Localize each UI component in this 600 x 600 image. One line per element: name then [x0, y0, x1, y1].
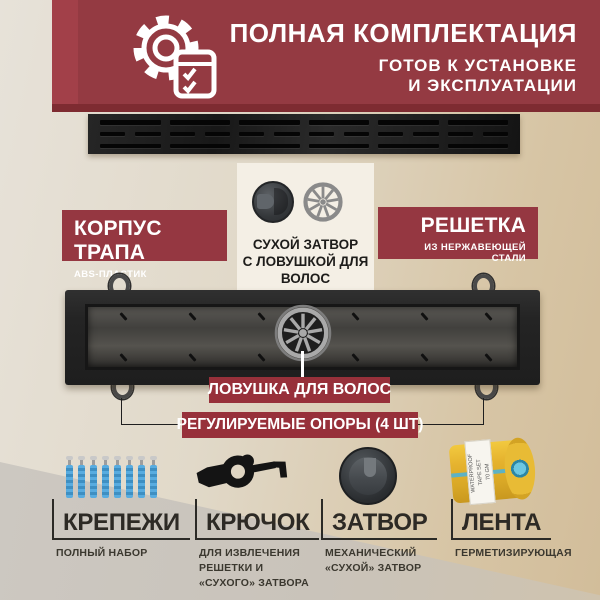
header-banner [52, 0, 600, 104]
item-hook-title: КРЮЧОК [206, 509, 310, 536]
item-tape [451, 499, 551, 540]
hook-icon [194, 447, 292, 500]
item-fasteners-title: КРЕПЕЖИ [63, 509, 180, 536]
page-subtitle-line1: ГОТОВ К УСТАНОВКЕ [378, 56, 577, 75]
gear-checklist-icon [104, 8, 244, 100]
body-callout-subtitle: ABS-ПЛАСТИК [74, 269, 147, 280]
dry-trap-caption: СУХОЙ ЗАТВОР С ЛОВУШКОЙ ДЛЯ ВОЛОС [242, 237, 369, 286]
supports-label: РЕГУЛИРУЕМЫЕ ОПОРЫ (4 ШТ) [182, 412, 418, 438]
banner-accent-stripe [52, 0, 78, 104]
page-title: ПОЛНАЯ КОМПЛЕКТАЦИЯ [229, 18, 577, 48]
body-callout-title: КОРПУС ТРАПА [74, 217, 162, 264]
grate-callout-title: РЕШЕТКА [420, 214, 526, 237]
item-fasteners-subtitle: ПОЛНЫЙ НАБОР [56, 547, 148, 559]
item-hook [195, 499, 319, 540]
tape-icon [448, 435, 537, 506]
fasteners-icon [66, 456, 157, 498]
banner-underline [52, 104, 600, 112]
page-subtitle-line2: И ЭКСПЛУАТАЦИИ [408, 76, 577, 95]
item-tape-title: ЛЕНТА [462, 509, 542, 536]
item-tape-subtitle: ГЕРМЕТИЗИРУЮЩАЯ [455, 547, 572, 559]
tape-label: WATERPROOF TAPE SET 70 GM [464, 439, 495, 505]
hair-trap-label: ЛОВУШКА ДЛЯ ВОЛОС [209, 377, 390, 403]
grate-callout-subtitle: ИЗ НЕРЖАВЕЮЩЕЙ СТАЛИ [424, 242, 526, 264]
item-valve [321, 499, 437, 540]
item-fasteners [52, 499, 190, 540]
body-callout [62, 210, 227, 280]
item-hook-subtitle: ДЛЯ ИЗВЛЕЧЕНИЯ РЕШЕТКИ И «СУХОГО» ЗАТВОРА [199, 547, 309, 589]
hair-trap-wheel-icon [302, 181, 344, 223]
item-valve-title: ЗАТВОР [332, 509, 428, 536]
grate-callout [378, 207, 538, 264]
item-valve-subtitle: МЕХАНИЧЕСКИЙ «СУХОЙ» ЗАТВОР [325, 547, 422, 574]
grate-image [88, 114, 520, 154]
supports-bracket-left [121, 398, 182, 425]
valve-icon [339, 447, 397, 505]
dry-trap-callout-card [237, 163, 374, 290]
supports-bracket-right [418, 398, 484, 425]
hair-trap-pointer-line [301, 351, 304, 378]
dry-valve-icon [252, 181, 294, 223]
